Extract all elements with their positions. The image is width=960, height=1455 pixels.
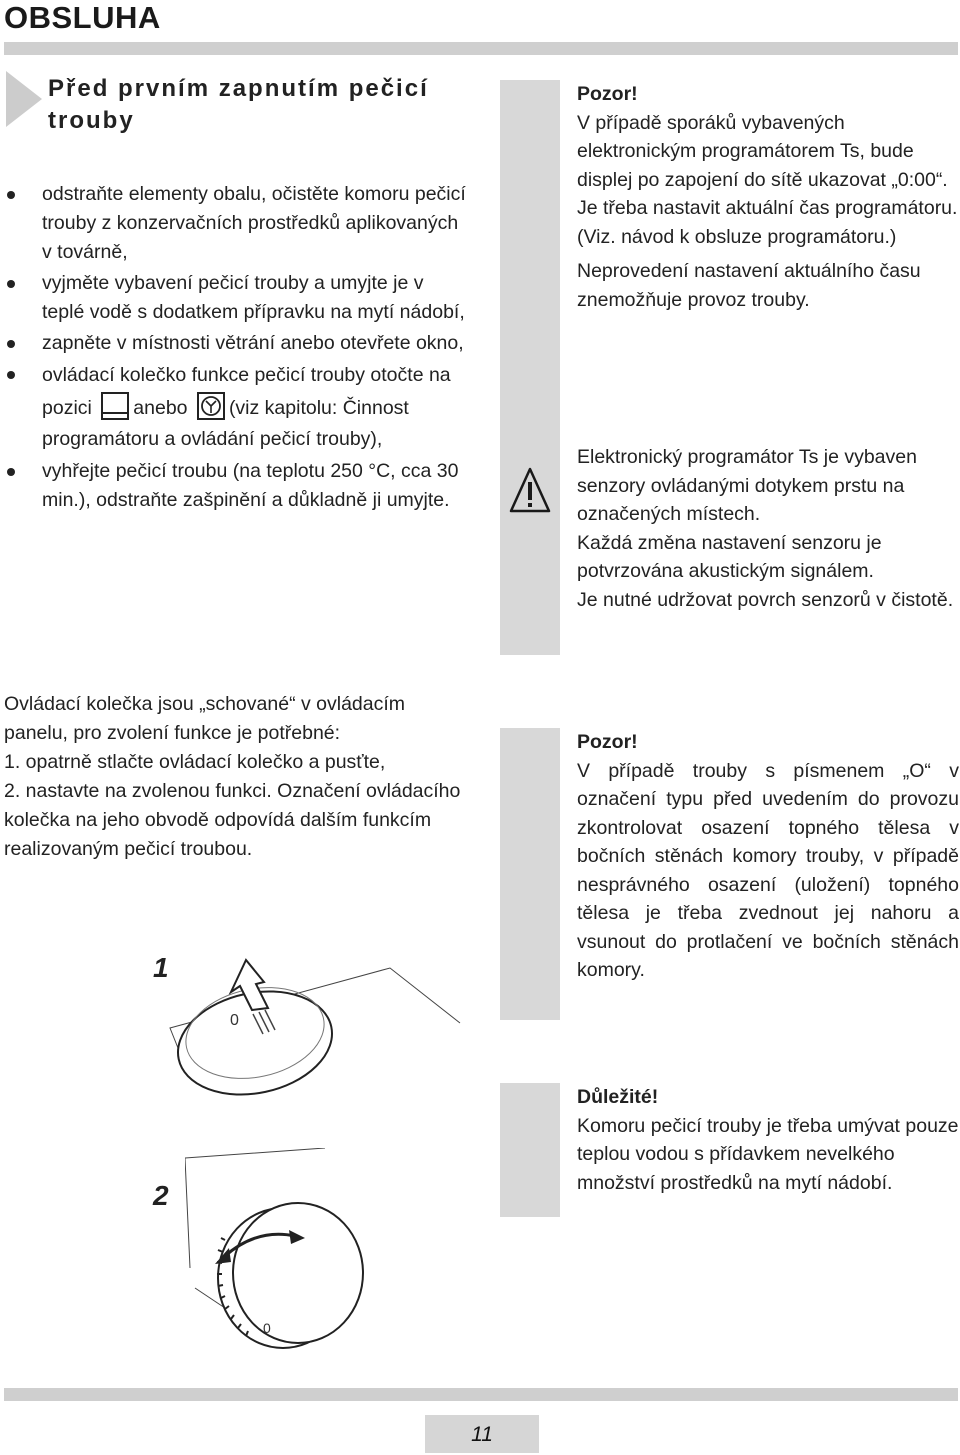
list-item <box>0 180 470 267</box>
figure-label-2: 2 <box>153 1180 169 1211</box>
step-text: vyhřejte pečicí troubu (na teplotu 250 °C, cca 30 min.), odstraňte zašpinění a důkladně ji umyjte. <box>42 460 459 511</box>
note-heading: Důležité! <box>577 1086 659 1108</box>
note-paragraph: Každá změna nastavení senzoru je potvrzována akustickým signálem. <box>577 531 882 582</box>
paragraph: 1. opatrně stlačte ovládací kolečko a pusťte, <box>4 751 386 773</box>
step-text: zapněte v místnosti větrání anebo otevřete okno, <box>42 332 464 354</box>
step-text: odstraňte elementy obalu, očistěte komoru pečicí trouby z konzervačních prostředků aplikovaných v továrně, <box>42 183 466 263</box>
note-electronic-programmer <box>577 443 959 614</box>
note-paragraph: V případě trouby s písmenem „O“ v označení typu před uvedením do provozu zkontrolovat osazení topného tělesa v bočních stěnách komory trouby, v případě nesprávného osazení (uložení) topného tělesa je třeba zvednout jej nahoru a vsunout do protlačení ve bočních stěnách komory. <box>577 759 959 981</box>
section-arrow-icon <box>6 71 42 127</box>
list-item <box>0 360 470 455</box>
page-number: 11 <box>425 1415 539 1453</box>
step-text: (viz kapitolu: Činnost programátoru a ovládání pečicí trouby), <box>42 397 409 450</box>
note-paragraph: Neprovedení nastavení aktuálního času znemožňuje provoz trouby. <box>577 260 921 311</box>
knob-instructions <box>4 690 464 864</box>
knob-zero-label: 0 <box>263 1320 271 1336</box>
figure-knob-turn <box>185 1148 475 1358</box>
note-pozor-2 <box>577 728 959 985</box>
note-pozor-1 <box>577 80 959 314</box>
note-sidebar-bar <box>500 1083 560 1217</box>
step-text: vyjměte vybavení pečicí trouby a umyjte je v teplé vodě s dodatkem přípravku na mytí nádobí, <box>42 272 465 323</box>
note-paragraph: Elektronický programátor Ts je vybaven senzory ovládanými dotykem prstu na označených místech. <box>577 446 917 525</box>
note-heading: Pozor! <box>577 731 638 753</box>
note-paragraph: Komoru pečicí trouby je třeba umývat pouze teplou vodou s přídavkem nevelkého množství prostředků na mytí nádobí. <box>577 1114 959 1194</box>
bullet-icon <box>7 371 15 379</box>
footer-rule <box>4 1388 958 1401</box>
list-item <box>0 457 470 515</box>
oven-light-icon <box>100 391 130 421</box>
list-item <box>0 329 470 358</box>
step-text: ovládací kolečko funkce pečicí trouby otočte na pozici <box>42 364 451 419</box>
note-sidebar-bar <box>500 80 560 655</box>
note-paragraph: V případě sporáků vybavených elektronickým programátorem Ts, bude displej po zapojení do sítě ukazovat „0:00“. Je třeba nastavit aktuální čas programátoru. (Viz. návod k obsluze programátoru.) <box>577 111 958 248</box>
header-rule <box>4 42 958 55</box>
note-paragraph: Je nutné udržovat povrch senzorů v čistotě. <box>577 588 954 611</box>
paragraph: 2. nastavte na zvolenou funkci. Označení ovládacího kolečka na jeho obvodě odpovídá dalším funkcím realizovaným pečicí troubou. <box>4 780 461 860</box>
warning-icon <box>509 466 551 514</box>
section-heading: Před prvním zapnutím pečicí trouby <box>48 75 429 134</box>
bullet-icon <box>7 191 15 199</box>
figure-knob-press <box>160 948 470 1108</box>
steps-list <box>0 180 470 517</box>
bullet-icon <box>7 340 15 348</box>
fan-icon <box>196 391 226 421</box>
note-heading: Pozor! <box>577 83 638 105</box>
step-text: anebo <box>133 397 188 419</box>
bullet-icon <box>7 468 15 476</box>
svg-text:0: 0 <box>230 1012 239 1029</box>
note-dulezite <box>577 1083 959 1197</box>
page-title: OBSLUHA <box>4 0 161 35</box>
note-sidebar-bar <box>500 728 560 1020</box>
figure-label-1: 1 <box>153 952 169 983</box>
list-item <box>0 269 470 327</box>
paragraph: Ovládací kolečka jsou „schované“ v ovládacím panelu, pro zvolení funkce je potřebné: <box>4 693 406 744</box>
bullet-icon <box>7 280 15 288</box>
